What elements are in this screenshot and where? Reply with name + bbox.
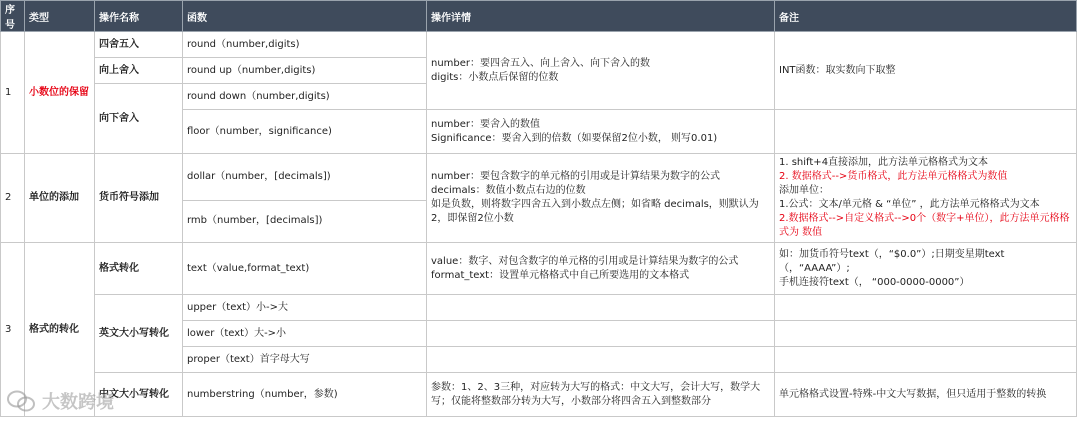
function-cell: dollar（number，[decimals]) — [183, 154, 427, 201]
group-number: 3 — [1, 243, 25, 417]
function-cell: rmb（number，[decimals]) — [183, 200, 427, 242]
note-cell: INT函数：取实数向下取整 — [775, 32, 1077, 110]
detail-line: Significance：要舍入到的倍数（如要保留2位小数， 则写0.01) — [431, 132, 718, 144]
header-row — [1, 1, 1077, 32]
note-cell — [775, 347, 1077, 373]
function-cell: upper（text）小->大 — [183, 295, 427, 321]
detail-cell — [427, 347, 775, 373]
detail-line: number：要包含数字的单元格的引用或是计算结果为数字的公式 — [431, 171, 721, 182]
group-type: 小数位的保留 — [25, 32, 95, 154]
table-row — [1, 154, 1077, 201]
function-cell: round up（number,digits) — [183, 58, 427, 84]
operation-name: 英文大小写转化 — [95, 295, 183, 373]
detail-cell — [427, 32, 775, 110]
function-cell: lower（text）大->小 — [183, 321, 427, 347]
note-line: 1.公式：文本/单元格 & “单位” ，此方法单元格格式为文本 — [779, 199, 1040, 210]
note-line: 手机连接符text（， “000-0000-0000”） — [779, 276, 970, 288]
detail-line: number：要四舍五入、向上舍入、向下舍入的数 — [431, 57, 651, 69]
operation-name: 货币符号添加 — [95, 154, 183, 243]
detail-cell — [427, 321, 775, 347]
note-line: 如：加货币符号text（，“$0.0”）;日期变星期text（，“AAAA”）; — [779, 248, 1005, 274]
function-cell: numberstring（number，参数) — [183, 373, 427, 417]
operation-name: 格式转化 — [95, 243, 183, 295]
operation-name: 四舍五入 — [95, 32, 183, 58]
function-cell: proper（text）首字母大写 — [183, 347, 427, 373]
note-line: 2.数据格式-->自定义格式-->0个（数字+单位），此方法单元格格式为 数值 — [779, 213, 1070, 238]
detail-line: 如是负数，则将数字四舍五入到小数点左侧；如省略 decimals，则默认为2，即保留2位小数 — [431, 199, 759, 224]
operation-name: 向上舍入 — [95, 58, 183, 84]
group-number: 1 — [1, 32, 25, 154]
table-row — [1, 32, 1077, 58]
operation-name: 中文大小写转化 — [95, 373, 183, 417]
function-cell: floor（number，significance) — [183, 110, 427, 154]
group-type: 格式的转化 — [25, 243, 95, 417]
header-detail: 操作详情 — [427, 1, 775, 32]
detail-cell — [427, 243, 775, 295]
note-cell — [775, 295, 1077, 321]
header-operation: 操作名称 — [95, 1, 183, 32]
note-cell — [775, 110, 1077, 154]
watermark-text: 大数跨境 — [42, 392, 114, 413]
function-cell: round down（number,digits) — [183, 84, 427, 110]
detail-line: format_text：设置单元格格式中自己所要选用的文本格式 — [431, 269, 690, 281]
group-number: 2 — [1, 154, 25, 243]
note-line: 1. shift+4直接添加，此方法单元格格式为文本 — [779, 157, 989, 168]
header-num: 序号 — [1, 1, 25, 32]
operation-name: 向下舍入 — [95, 84, 183, 154]
header-type: 类型 — [25, 1, 95, 32]
note-cell — [775, 243, 1077, 295]
detail-line: value：数字、对包含数字的单元格的引用或是计算结果为数字的公式 — [431, 255, 739, 267]
note-cell — [775, 154, 1077, 243]
detail-cell — [427, 295, 775, 321]
detail-cell — [427, 110, 775, 154]
function-cell: text（value,format_text) — [183, 243, 427, 295]
table-row — [1, 295, 1077, 321]
table-row — [1, 373, 1077, 417]
note-cell — [775, 321, 1077, 347]
function-cell: round（number,digits) — [183, 32, 427, 58]
header-function: 函数 — [183, 1, 427, 32]
note-line: 添加单位： — [779, 185, 829, 196]
note-line: 2. 数据格式-->货币格式，此方法单元格格式为数值 — [779, 171, 1008, 182]
group-type: 单位的添加 — [25, 154, 95, 243]
header-note: 备注 — [775, 1, 1077, 32]
note-cell: 单元格格式设置-特殊-中文大写数据，但只适用于整数的转换 — [775, 373, 1077, 417]
table-row — [1, 243, 1077, 295]
detail-line: number：要舍入的数值 — [431, 118, 541, 130]
detail-line: decimals：数值小数点右边的位数 — [431, 185, 586, 196]
detail-cell: 参数：1、2、3三种，对应转为大写的格式：中文大写，会计大写，数学大写；仅能将整数部分转为大写，小数部分将四舍五入到整数部分 — [427, 373, 775, 417]
detail-cell — [427, 154, 775, 243]
detail-line: digits：小数点后保留的位数 — [431, 71, 559, 83]
